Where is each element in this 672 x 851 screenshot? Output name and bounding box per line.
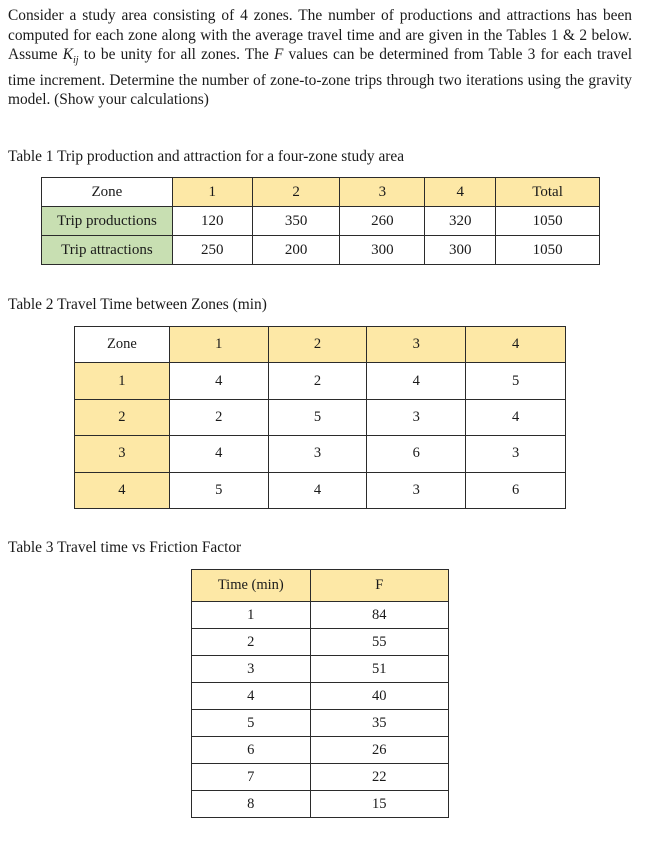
- table2-row: [75, 436, 566, 472]
- table1-header-cell: Total: [496, 178, 600, 207]
- table2-cell: 5: [466, 363, 566, 399]
- table1-row-attractions: [42, 236, 600, 265]
- table3-cell-time: 4: [192, 683, 311, 710]
- table1-header-cell: 3: [340, 178, 425, 207]
- table2-row: [75, 363, 566, 399]
- table1-cell: 300: [340, 236, 425, 265]
- table3-cell-time: 3: [192, 656, 311, 683]
- table1-cell: 1050: [496, 236, 600, 265]
- table2-cell: 4: [169, 363, 268, 399]
- table3-row: [192, 791, 449, 818]
- table1-cell: 120: [172, 207, 252, 236]
- table1-cell: 350: [252, 207, 340, 236]
- table2-cell: 5: [169, 472, 268, 508]
- table1-row-productions: [42, 207, 600, 236]
- table3-cell-f: 40: [310, 683, 448, 710]
- intro-text-2: to be unity for all zones. The: [78, 46, 274, 64]
- table2-caption: Table 2 Travel Time between Zones (min): [8, 296, 267, 313]
- table1-header-row: [42, 178, 600, 207]
- table2-cell: 4: [466, 399, 566, 435]
- table2-cell: 2: [268, 363, 367, 399]
- table2-cell: 6: [367, 436, 466, 472]
- table3-caption: Table 3 Travel time vs Friction Factor: [8, 539, 242, 556]
- intro-text-3: values can be determined from Table 3 for each travel time increment. Determine the number of zone-to-zone trips through two iterations using the gravity model. (Show your calculations): [8, 46, 632, 109]
- problem-statement: [8, 6, 632, 110]
- table1-cell: 260: [340, 207, 425, 236]
- table3-row: [192, 737, 449, 764]
- table3-cell-f: 84: [310, 602, 448, 629]
- table3-cell-f: 22: [310, 764, 448, 791]
- table3-cell-time: 7: [192, 764, 311, 791]
- table1-row-label: Trip attractions: [42, 236, 173, 265]
- table3-cell-f: 26: [310, 737, 448, 764]
- table3-cell-f: 55: [310, 629, 448, 656]
- table1-trip-production-attraction: [41, 177, 600, 265]
- table2-row-label: 2: [75, 399, 170, 435]
- table3-header-cell: Time (min): [192, 570, 311, 602]
- table3-cell-f: 35: [310, 710, 448, 737]
- table2-header-cell: 3: [367, 327, 466, 363]
- table3-row: [192, 602, 449, 629]
- table2-cell: 3: [466, 436, 566, 472]
- table3-cell-time: 5: [192, 710, 311, 737]
- table1-cell: 200: [252, 236, 340, 265]
- table1-header-cell: 2: [252, 178, 340, 207]
- table3-row: [192, 683, 449, 710]
- table1-header-cell: Zone: [42, 178, 173, 207]
- table1-cell: 300: [425, 236, 496, 265]
- table1-row-label: Trip productions: [42, 207, 173, 236]
- table2-header-row: [75, 327, 566, 363]
- table2-cell: 5: [268, 399, 367, 435]
- table3-cell-f: 51: [310, 656, 448, 683]
- table3-header-row: [192, 570, 449, 602]
- table2-cell: 3: [367, 399, 466, 435]
- table2-cell: 4: [268, 472, 367, 508]
- table1-cell: 1050: [496, 207, 600, 236]
- table3-cell-time: 1: [192, 602, 311, 629]
- table2-cell: 4: [367, 363, 466, 399]
- table1-cell: 250: [172, 236, 252, 265]
- table2-cell: 4: [169, 436, 268, 472]
- table1-header-cell: 1: [172, 178, 252, 207]
- intro-text-1: Consider a study area consisting of 4 zones. The number of productions and attractions has been computed for each zone along with the average travel time and are given in the Tables 1 & 2 below. Assume: [8, 7, 632, 64]
- table2-row-label: 3: [75, 436, 170, 472]
- table3-cell-time: 6: [192, 737, 311, 764]
- table3-friction-factor: [191, 569, 449, 818]
- table1-header-cell: 4: [425, 178, 496, 207]
- table2-header-cell: Zone: [75, 327, 170, 363]
- table2-cell: 3: [367, 472, 466, 508]
- table2-cell: 2: [169, 399, 268, 435]
- table2-row-label: 1: [75, 363, 170, 399]
- table3-cell-time: 2: [192, 629, 311, 656]
- table2-header-cell: 4: [466, 327, 566, 363]
- k-symbol: $K_{ij}$: [62, 46, 79, 67]
- table3-cell-time: 8: [192, 791, 311, 818]
- table2-cell: 6: [466, 472, 566, 508]
- table3-row: [192, 710, 449, 737]
- table3-cell-f: 15: [310, 791, 448, 818]
- table1-cell: 320: [425, 207, 496, 236]
- table2-row: [75, 472, 566, 508]
- table3-row: [192, 629, 449, 656]
- table2-row-label: 4: [75, 472, 170, 508]
- f-symbol: F: [273, 46, 284, 64]
- table1-caption: Table 1 Trip production and attraction for a four-zone study area: [8, 148, 405, 165]
- table3-row: [192, 656, 449, 683]
- table3-header-cell: F: [310, 570, 448, 602]
- table2-row: [75, 399, 566, 435]
- table2-header-cell: 1: [169, 327, 268, 363]
- table2-travel-time: [74, 326, 566, 509]
- table2-header-cell: 2: [268, 327, 367, 363]
- table2-cell: 3: [268, 436, 367, 472]
- table3-row: [192, 764, 449, 791]
